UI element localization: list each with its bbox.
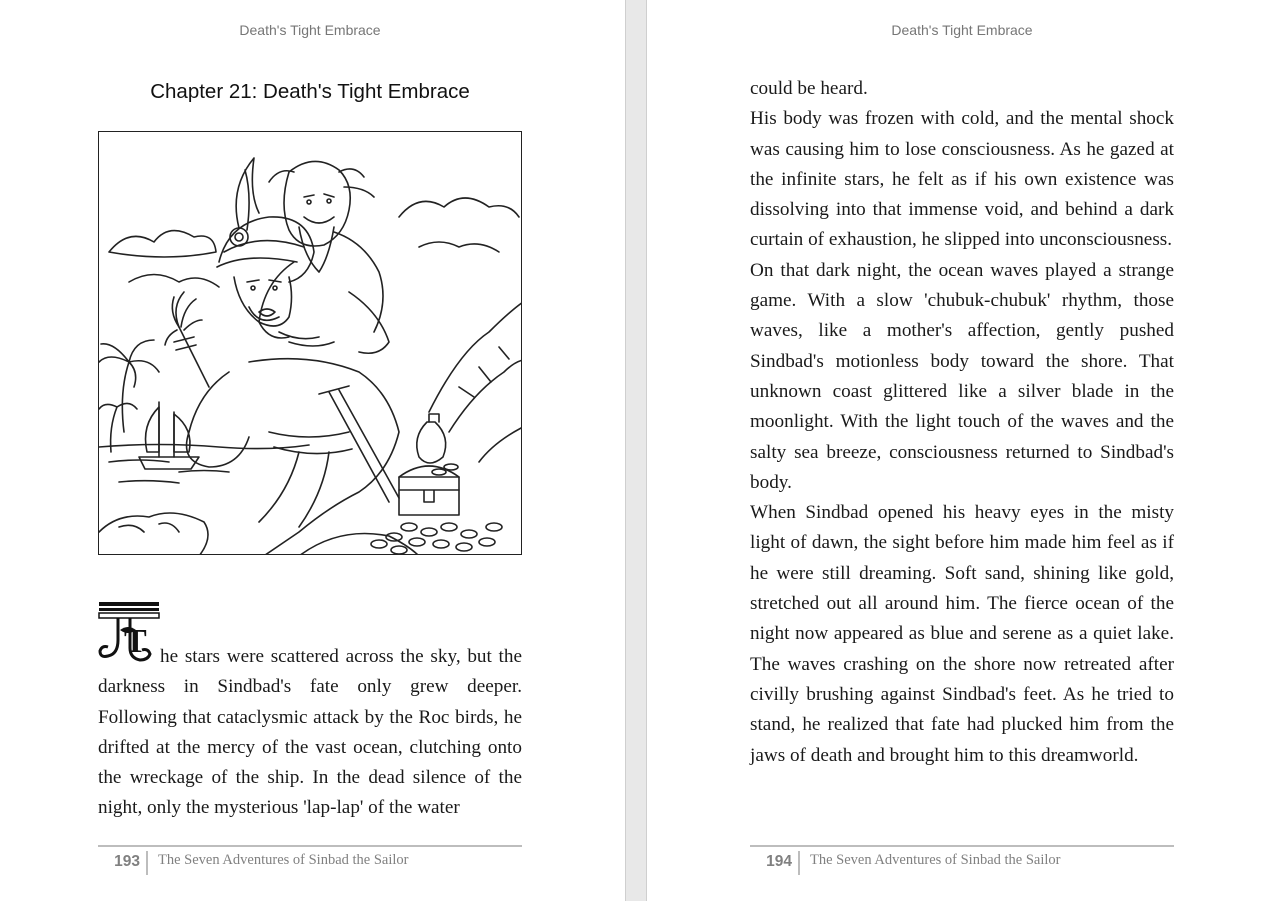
right-body-text	[750, 74, 1174, 771]
page-number: 194	[750, 851, 800, 875]
running-head: Death's Tight Embrace	[239, 22, 381, 38]
paragraph: On that dark night, the ocean waves played a strange game. With a slow 'chubuk-chubuk' rhythm, those waves, like a mother's affection, gently pushed Sindbad's motionless body toward the shore. That unknown coast glittered like a silver blade in the moonlight. With the light touch of the waves and the salty sea breeze, consciousness returned to Sindbad's body.	[750, 259, 1174, 493]
paragraph: could be heard.	[750, 78, 868, 99]
paragraph: His body was frozen with cold, and the mental shock was causing him to lose consciousness. As he gazed at the infinite stars, he felt as if his own existence was dissolving into that immense void, and behind a dark curtain of exhaustion, he slipped into unconsciousness.	[750, 108, 1174, 251]
left-footer	[98, 845, 522, 875]
sinbad-carrying-old-man-illustration	[99, 132, 522, 555]
svg-text:T: T	[124, 623, 147, 660]
left-body-text	[98, 642, 522, 824]
footer-book-title: The Seven Adventures of Sinbad the Sailor	[810, 852, 1061, 868]
paragraph: he stars were scattered across the sky, but the darkness in Sindbad's fate only grew deeper. Following that cataclysmic attack by the Roc birds, he drifted at the mercy of the vast ocean, clutching onto the wreckage of the ship. In the dead silence of the night, only the mysterious 'lap-lap' of the water	[98, 646, 522, 819]
right-page	[647, 0, 1275, 901]
paragraph: When Sindbad opened his heavy eyes in the misty light of dawn, the sight before him made him feel as if he were still dreaming. Soft sand, shining like gold, stretched out all around him. The fierce ocean of the night now appeared as blue and serene as a quiet lake. The waves crashing on the shore now retreated after civilly brushing against Sindbad's feet. As he tried to stand, he realized that fate had plucked him from the jaws of death and brought him to this dreamworld.	[750, 502, 1174, 766]
chapter-title: Chapter 21: Death's Tight Embrace	[150, 80, 470, 103]
page-gutter	[625, 0, 647, 901]
right-footer	[750, 845, 1174, 875]
footer-book-title: The Seven Adventures of Sinbad the Sailor	[158, 852, 409, 868]
running-head: Death's Tight Embrace	[891, 22, 1033, 38]
left-page	[0, 0, 625, 901]
chapter-illustration	[98, 131, 522, 555]
page-number: 193	[98, 851, 148, 875]
